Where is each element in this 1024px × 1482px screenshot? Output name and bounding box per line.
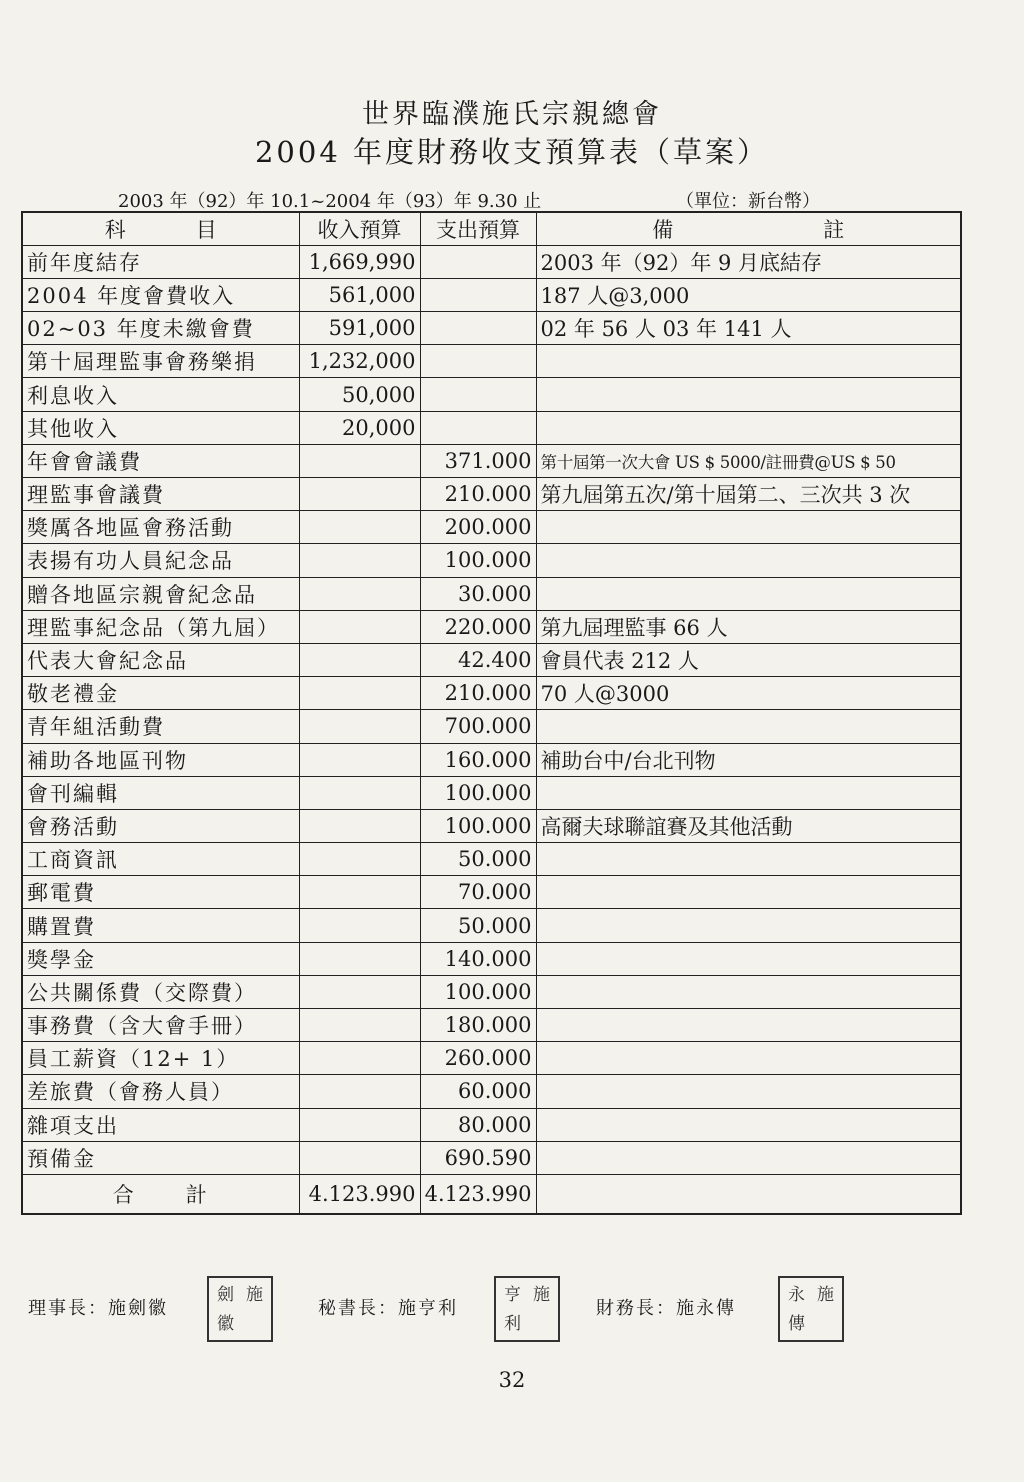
table-row bbox=[22, 677, 961, 710]
header-expense: 支出預算 bbox=[420, 212, 536, 245]
row-expense bbox=[420, 345, 536, 378]
row-expense: 260.000 bbox=[420, 1042, 536, 1075]
currency-unit: （單位：新台幣） bbox=[676, 191, 820, 212]
row-expense bbox=[420, 278, 536, 311]
row-item: 差旅費（會務人員） bbox=[22, 1075, 299, 1108]
total-label: 合 計 bbox=[22, 1174, 299, 1214]
table-row bbox=[22, 1075, 961, 1108]
row-note bbox=[536, 1009, 961, 1042]
row-item: 前年度結存 bbox=[22, 245, 299, 278]
row-note bbox=[536, 378, 961, 411]
row-expense: 160.000 bbox=[420, 743, 536, 776]
document-title: 2004 年度財務收支預算表（草案） bbox=[254, 135, 770, 169]
row-item: 事務費（含大會手冊） bbox=[22, 1009, 299, 1042]
row-expense bbox=[420, 378, 536, 411]
total-income: 4.123.990 bbox=[299, 1174, 420, 1214]
row-item: 公共關係費（交際費） bbox=[22, 975, 299, 1008]
row-expense bbox=[420, 411, 536, 444]
row-income bbox=[299, 1141, 420, 1174]
row-income bbox=[299, 776, 420, 809]
table-row bbox=[22, 411, 961, 444]
row-income bbox=[299, 843, 420, 876]
row-item: 工商資訊 bbox=[22, 843, 299, 876]
table-row bbox=[22, 610, 961, 643]
row-note bbox=[536, 544, 961, 577]
table-row bbox=[22, 312, 961, 345]
total-row bbox=[22, 1174, 961, 1214]
row-expense: 200.000 bbox=[420, 511, 536, 544]
header-notes: 備 註 bbox=[536, 212, 961, 245]
row-income bbox=[299, 1075, 420, 1108]
table-row bbox=[22, 245, 961, 278]
row-expense: 30.000 bbox=[420, 577, 536, 610]
header-subject: 科 目 bbox=[22, 212, 299, 245]
row-note bbox=[536, 710, 961, 743]
row-expense: 210.000 bbox=[420, 478, 536, 511]
row-item: 理監事會議費 bbox=[22, 478, 299, 511]
row-income: 1,669,990 bbox=[299, 245, 420, 278]
header-income: 收入預算 bbox=[299, 212, 420, 245]
row-income: 20,000 bbox=[299, 411, 420, 444]
row-item: 表揚有功人員紀念品 bbox=[22, 544, 299, 577]
row-expense: 50.000 bbox=[420, 843, 536, 876]
row-note: 第九屆第五次/第十屆第二、三次共 3 次 bbox=[536, 478, 961, 511]
row-income bbox=[299, 876, 420, 909]
row-expense: 60.000 bbox=[420, 1075, 536, 1108]
table-row bbox=[22, 1042, 961, 1075]
row-expense: 100.000 bbox=[420, 975, 536, 1008]
table-row bbox=[22, 975, 961, 1008]
row-item: 郵電費 bbox=[22, 876, 299, 909]
row-note bbox=[536, 511, 961, 544]
table-row bbox=[22, 1108, 961, 1141]
table-header-row bbox=[22, 212, 961, 245]
row-income bbox=[299, 909, 420, 942]
row-income bbox=[299, 942, 420, 975]
row-expense: 42.400 bbox=[420, 643, 536, 676]
row-expense: 180.000 bbox=[420, 1009, 536, 1042]
row-income bbox=[299, 643, 420, 676]
row-income bbox=[299, 1108, 420, 1141]
row-note: 補助台中/台北刊物 bbox=[536, 743, 961, 776]
row-expense: 140.000 bbox=[420, 942, 536, 975]
row-income: 50,000 bbox=[299, 378, 420, 411]
row-item: 年會會議費 bbox=[22, 444, 299, 477]
row-income bbox=[299, 743, 420, 776]
row-income bbox=[299, 975, 420, 1008]
row-income: 591,000 bbox=[299, 312, 420, 345]
row-item: 雜項支出 bbox=[22, 1108, 299, 1141]
row-income bbox=[299, 1009, 420, 1042]
row-item: 理監事紀念品（第九屆） bbox=[22, 610, 299, 643]
row-note: 2003 年（92）年 9 月底結存 bbox=[536, 245, 961, 278]
row-item: 青年組活動費 bbox=[22, 710, 299, 743]
row-note: 高爾夫球聯誼賽及其他活動 bbox=[536, 809, 961, 842]
table-row bbox=[22, 876, 961, 909]
row-income bbox=[299, 1042, 420, 1075]
row-note: 70 人@3000 bbox=[536, 677, 961, 710]
table-row bbox=[22, 710, 961, 743]
row-note bbox=[536, 411, 961, 444]
row-income bbox=[299, 710, 420, 743]
table-row bbox=[22, 444, 961, 477]
table-row bbox=[22, 909, 961, 942]
row-note bbox=[536, 345, 961, 378]
chairman-seal: 劍 施 徽 bbox=[207, 1276, 273, 1342]
row-income bbox=[299, 809, 420, 842]
row-income bbox=[299, 677, 420, 710]
fiscal-period: 2003 年（92）年 10.1~2004 年（93）年 9.30 止 bbox=[118, 191, 542, 212]
row-expense: 80.000 bbox=[420, 1108, 536, 1141]
row-note bbox=[536, 975, 961, 1008]
row-expense bbox=[420, 245, 536, 278]
row-item: 利息收入 bbox=[22, 378, 299, 411]
table-row bbox=[22, 1009, 961, 1042]
row-expense: 700.000 bbox=[420, 710, 536, 743]
row-item: 02~03 年度未繳會費 bbox=[22, 312, 299, 345]
row-expense: 100.000 bbox=[420, 809, 536, 842]
table-row bbox=[22, 809, 961, 842]
organization-title: 世界臨濮施氏宗親總會 bbox=[362, 99, 662, 130]
total-expense: 4.123.990 bbox=[420, 1174, 536, 1214]
signature-area bbox=[0, 1276, 1024, 1356]
row-note: 187 人@3,000 bbox=[536, 278, 961, 311]
row-item: 敬老禮金 bbox=[22, 677, 299, 710]
table-row bbox=[22, 1141, 961, 1174]
row-item: 補助各地區刊物 bbox=[22, 743, 299, 776]
row-item: 第十屆理監事會務樂捐 bbox=[22, 345, 299, 378]
table-row bbox=[22, 378, 961, 411]
row-income: 561,000 bbox=[299, 278, 420, 311]
table-row bbox=[22, 942, 961, 975]
row-expense: 371.000 bbox=[420, 444, 536, 477]
row-note bbox=[536, 1075, 961, 1108]
table-row bbox=[22, 776, 961, 809]
row-item: 會務活動 bbox=[22, 809, 299, 842]
row-note bbox=[536, 776, 961, 809]
row-note: 會員代表 212 人 bbox=[536, 643, 961, 676]
row-income bbox=[299, 577, 420, 610]
row-expense: 210.000 bbox=[420, 677, 536, 710]
table-row bbox=[22, 743, 961, 776]
row-income bbox=[299, 444, 420, 477]
table-row bbox=[22, 511, 961, 544]
table-body bbox=[22, 245, 961, 1174]
table-row bbox=[22, 577, 961, 610]
row-income bbox=[299, 610, 420, 643]
budget-table bbox=[21, 211, 962, 1215]
row-expense: 100.000 bbox=[420, 776, 536, 809]
row-item: 代表大會紀念品 bbox=[22, 643, 299, 676]
row-item: 購置費 bbox=[22, 909, 299, 942]
row-expense: 690.590 bbox=[420, 1141, 536, 1174]
row-expense bbox=[420, 312, 536, 345]
row-note bbox=[536, 577, 961, 610]
row-note: 02 年 56 人 03 年 141 人 bbox=[536, 312, 961, 345]
table-row bbox=[22, 278, 961, 311]
row-item: 其他收入 bbox=[22, 411, 299, 444]
table-row bbox=[22, 345, 961, 378]
row-note bbox=[536, 1042, 961, 1075]
row-item: 會刊編輯 bbox=[22, 776, 299, 809]
treasurer-signature: 財務長：施永傳 bbox=[596, 1298, 736, 1319]
table-row bbox=[22, 843, 961, 876]
row-item: 獎學金 bbox=[22, 942, 299, 975]
row-expense: 100.000 bbox=[420, 544, 536, 577]
row-income bbox=[299, 478, 420, 511]
row-item: 預備金 bbox=[22, 1141, 299, 1174]
row-income bbox=[299, 544, 420, 577]
secretary-signature: 秘書長：施亨利 bbox=[318, 1298, 458, 1319]
row-item: 贈各地區宗親會紀念品 bbox=[22, 577, 299, 610]
chairman-signature: 理事長：施劍徽 bbox=[28, 1298, 168, 1319]
row-expense: 50.000 bbox=[420, 909, 536, 942]
row-item: 獎厲各地區會務活動 bbox=[22, 511, 299, 544]
row-note bbox=[536, 909, 961, 942]
total-note bbox=[536, 1174, 961, 1214]
row-expense: 220.000 bbox=[420, 610, 536, 643]
row-note bbox=[536, 1141, 961, 1174]
row-note bbox=[536, 876, 961, 909]
table-row bbox=[22, 643, 961, 676]
row-expense: 70.000 bbox=[420, 876, 536, 909]
row-note: 第九屆理監事 66 人 bbox=[536, 610, 961, 643]
row-item: 員工薪資（12+ 1） bbox=[22, 1042, 299, 1075]
table-row bbox=[22, 478, 961, 511]
row-item: 2004 年度會費收入 bbox=[22, 278, 299, 311]
row-note bbox=[536, 942, 961, 975]
page-number: 32 bbox=[498, 1368, 526, 1392]
table-row bbox=[22, 544, 961, 577]
secretary-seal: 亨 施 利 bbox=[494, 1276, 560, 1342]
row-income: 1,232,000 bbox=[299, 345, 420, 378]
row-income bbox=[299, 511, 420, 544]
row-note: 第十屆第一次大會 US $ 5000/註冊費@US $ 50 bbox=[536, 444, 961, 477]
treasurer-seal: 永 施 傳 bbox=[778, 1276, 844, 1342]
row-note bbox=[536, 843, 961, 876]
row-note bbox=[536, 1108, 961, 1141]
